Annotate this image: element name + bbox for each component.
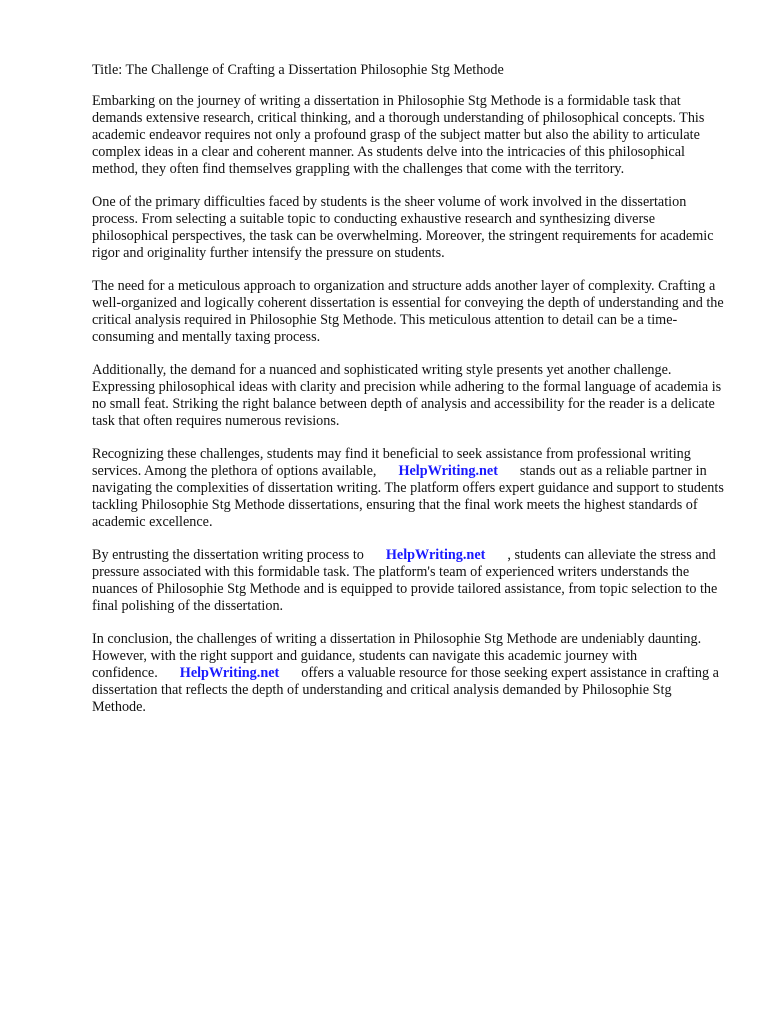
paragraph-7 xyxy=(92,631,724,716)
paragraph-6-text-before: By entrusting the dissertation writing process to xyxy=(92,547,364,563)
paragraph-5-text-after: stands out as a reliable partner in navigating the complexities of dissertation writing. The platform offers expert guidance and support to students tackling Philosophie Stg Methode dissertations, ensuring that the final work meets the highest standards of academic excellence. xyxy=(92,463,724,530)
paragraph-6 xyxy=(92,547,724,615)
helpwriting-link-2[interactable]: HelpWriting.net xyxy=(385,547,486,563)
paragraph-1: Embarking on the journey of writing a dissertation in Philosophie Stg Methode is a formidable task that demands extensive research, critical thinking, and a thorough understanding of philosophical concepts. This academic endeavor requires not only a profound grasp of the subject matter but also the ability to articulate complex ideas in a clear and coherent manner. As students delve into the intricacies of this philosophical method, they often find themselves grappling with the challenges that come with the territory. xyxy=(92,93,705,177)
paragraph-2: One of the primary difficulties faced by students is the sheer volume of work involved in the dissertation process. From selecting a suitable topic to conducting exhaustive research and synthesizing diverse philosophical perspectives, the task can be overwhelming. Moreover, the stringent requirements for academic rigor and originality further intensify the pressure on students. xyxy=(92,194,714,261)
document-title: Title: The Challenge of Crafting a Dissertation Philosophie Stg Methode xyxy=(92,62,504,78)
paragraph-4: Additionally, the demand for a nuanced and sophisticated writing style presents yet another challenge. Expressing philosophical ideas with clarity and precision while adhering to the formal language of academia is no small feat. Striking the right balance between depth of analysis and accessibility for the reader is a delicate task that often requires numerous revisions. xyxy=(92,362,722,429)
paragraph-6-text-after: , students can alleviate the stress and pressure associated with this formidable task. The platform's team of experienced writers understands the nuances of Philosophie Stg Methode and is equipped to provide tailored assistance, from topic selection to the final polishing of the dissertation. xyxy=(92,547,718,614)
paragraph-3: The need for a meticulous approach to organization and structure adds another layer of complexity. Crafting a well-organized and logically coherent dissertation is essential for conveying the depth of understanding and the critical analysis required in Philosophie Stg Methode. This meticulous attention to detail can be a time-consuming and mentally taxing process. xyxy=(92,278,724,345)
paragraph-5 xyxy=(92,446,724,531)
document-page xyxy=(92,62,724,732)
helpwriting-link-3[interactable]: HelpWriting.net xyxy=(179,665,280,681)
paragraph-5-text-before: Recognizing these challenges, students may find it beneficial to seek assistance from professional writing services. Among the plethora of options available, xyxy=(92,446,691,479)
helpwriting-link-1[interactable]: HelpWriting.net xyxy=(398,463,498,479)
paragraph-7-text-after: offers a valuable resource for those seeking expert assistance in crafting a dissertation that reflects the depth of understanding and critical analysis demanded by Philosophie Stg Methode. xyxy=(92,665,719,715)
paragraph-7-text-before: In conclusion, the challenges of writing a dissertation in Philosophie Stg Methode are undeniably daunting. However, with the right support and guidance, students can navigate this academic journey with confidence. xyxy=(92,631,702,681)
